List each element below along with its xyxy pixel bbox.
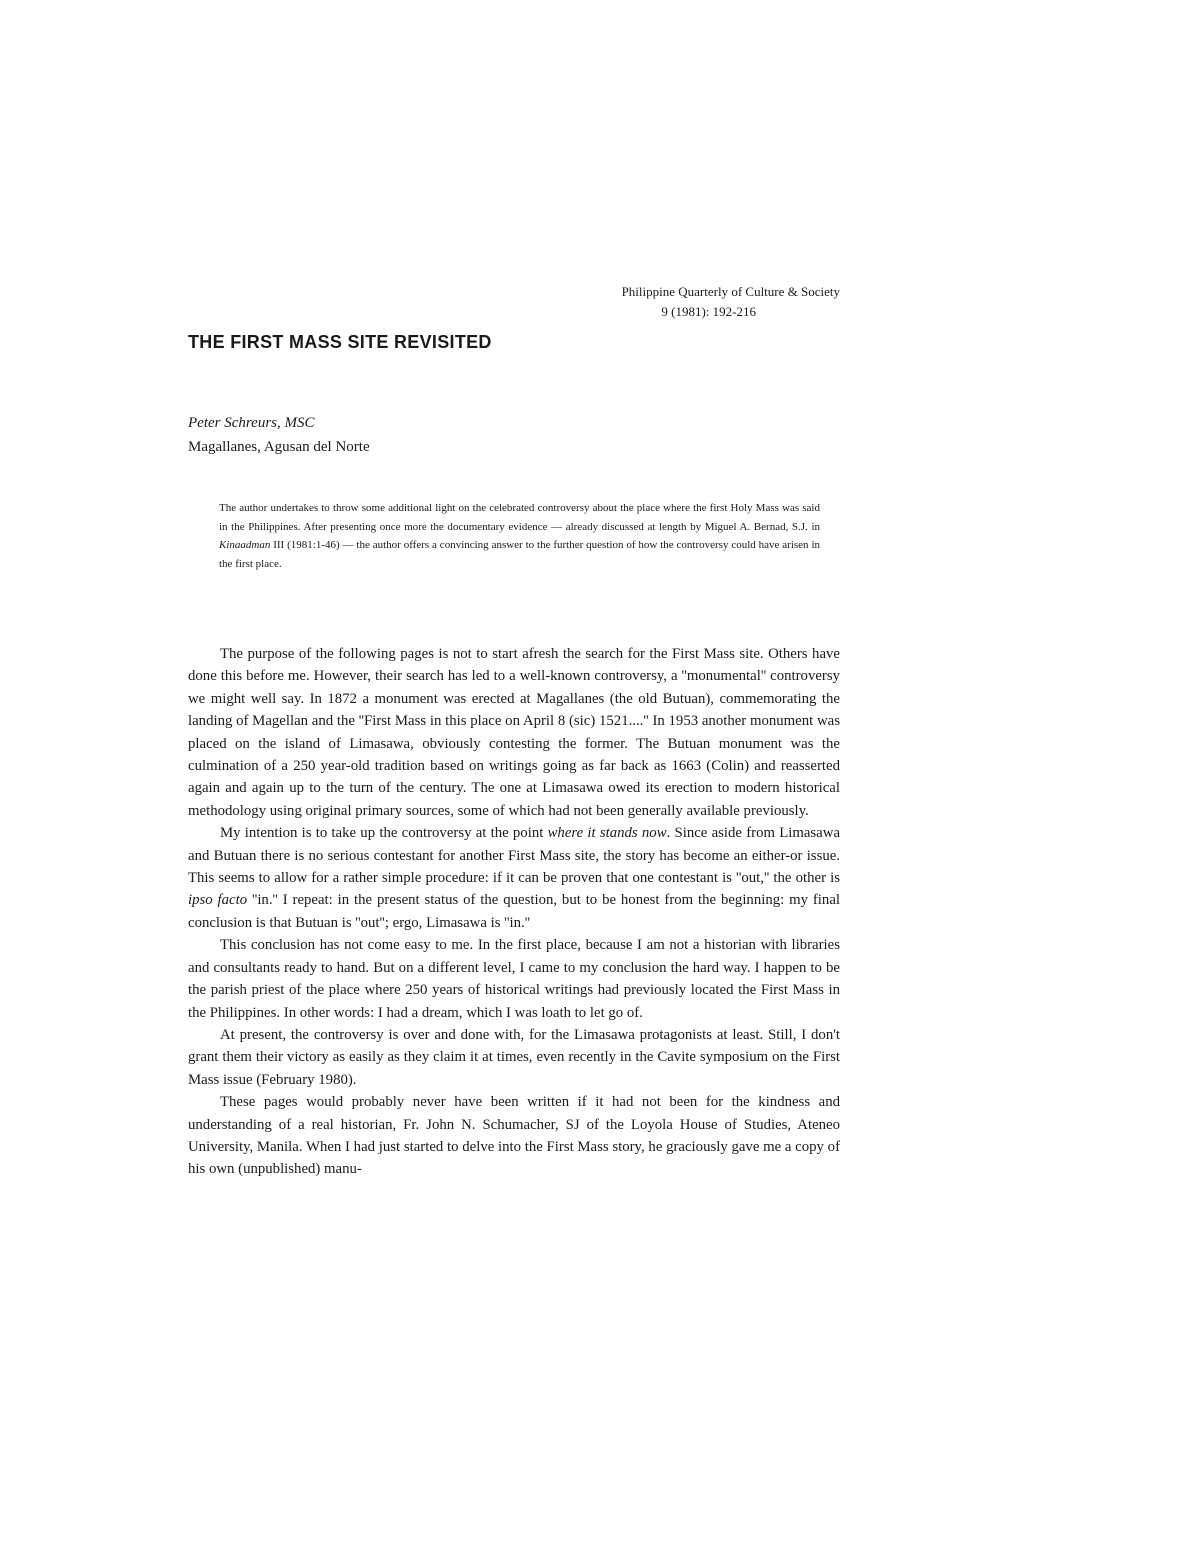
paragraph-2-a: My intention is to take up the controversy at the point [220,825,548,842]
paragraph-1: The purpose of the following pages is not to start afresh the search for the First Mass site. Others have done this before me. However, their search has led to a well-known controversy, a ''monumental'' controversy we might well say. In 1872 a monument was erected at Magallanes (the old Butuan), commemorating the landing of Magellan and the ''First Mass in this place on April 8 (sic) 1521....'' In 1953 another monument was placed on the island of Limasawa, obviously contesting the former. The Butuan monument was the culmination of a 250 year-old tradition based on writings going as far back as 1663 (Colin) and reasserted again and again up to the turn of the century. The one at Limasawa owed its erection to modern historical methodology using original primary sources, some of which had not been generally available previously. [188,646,840,819]
paragraph-4: At present, the controversy is over and done with, for the Limasawa protagonists at least. Still, I don't grant them their victory as easily as they claim it at times, even recently in the Cavite symposium on the First Mass issue (February 1980). [188,1026,840,1088]
abstract-journal-ref: Kinaadman [219,539,271,551]
journal-volume: 9 (1981): 192-216 [661,304,756,319]
article-title: THE FIRST MASS SITE REVISITED [188,332,492,352]
journal-name: Philippine Quarterly of Culture & Society [621,284,840,299]
article-body [188,643,840,1181]
paragraph-2-c: ''in.'' I repeat: in the present status of the question, but to be honest from the beginning: my final conclusion is that Butuan is ''out''; ergo, Limasawa is ''in.'' [188,892,840,931]
paragraph-3: This conclusion has not come easy to me. In the first place, because I am not a historian with libraries and consultants ready to hand. But on a different level, I came to my conclusion the hard way. I happen to be the parish priest of the place where 250 years of historical writings had previously located the First Mass in the Philippines. In other words: I had a dream, which I was loath to let go of. [188,937,840,1021]
paragraph-2-emphasis-2: ipso facto [188,892,248,909]
paragraph-2-b: . Since aside from Limasawa and Butuan there is no serious contestant for another First Mass site, the story has become an either-or issue. This seems to allow for a rather simple procedure: if it can be proven that one contestant is ''out,'' the other is [188,825,841,887]
abstract-text-a: The author undertakes to throw some additional light on the celebrated controversy about the place where the first Holy Mass was said in the Philippines. After presenting once more the documentary evidence — already discussed at length by Miguel A. Bernad, S.J. in [219,502,820,533]
paragraph-2-emphasis-1: where it stands now [547,825,667,842]
author-block [188,411,370,459]
journal-citation [520,282,840,322]
author-name: Peter Schreurs, MSC [188,415,315,431]
paragraph-5: These pages would probably never have been written if it had not been for the kindness and understanding of a real historian, Fr. John N. Schumacher, SJ of the Loyola House of Studies, Ateneo University, Manila. When I had just started to delve into the First Mass story, he graciously gave me a copy of his own (unpublished) manu- [188,1094,840,1178]
author-affiliation: Magallanes, Agusan del Norte [188,439,370,455]
abstract-text-b: III (1981:1-46) — the author offers a convincing answer to the further question of how the controversy could have arisen in the first place. [219,539,820,570]
abstract [219,499,820,573]
paragraph-2 [188,822,840,934]
